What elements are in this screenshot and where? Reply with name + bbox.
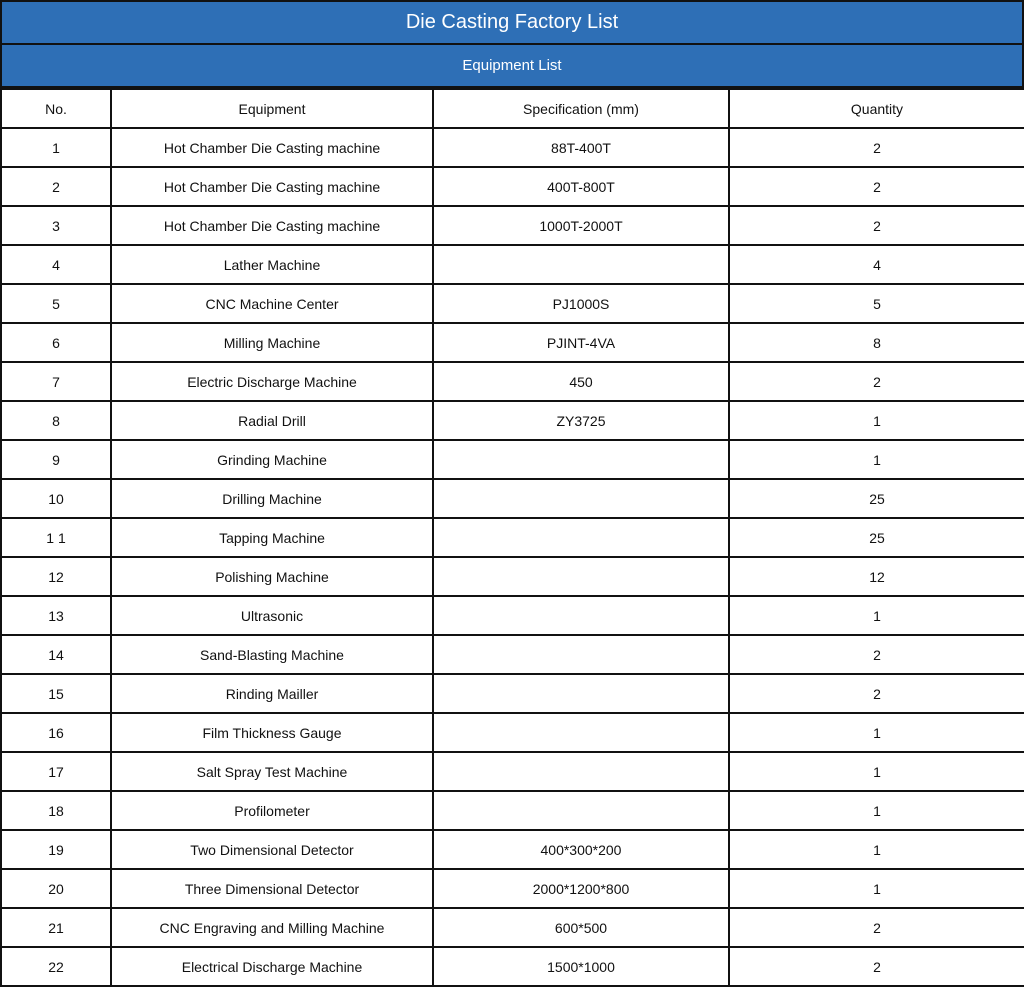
- cell-equipment: Film Thickness Gauge: [111, 713, 433, 752]
- column-header-no: No.: [1, 89, 111, 128]
- cell-quantity: 1: [729, 713, 1024, 752]
- cell-quantity: 8: [729, 323, 1024, 362]
- cell-quantity: 2: [729, 167, 1024, 206]
- cell-specification: [433, 245, 729, 284]
- table-row: [1, 674, 1024, 713]
- cell-specification: 450: [433, 362, 729, 401]
- cell-specification: 400*300*200: [433, 830, 729, 869]
- cell-no: 13: [1, 596, 111, 635]
- cell-quantity: 2: [729, 908, 1024, 947]
- cell-no: 20: [1, 869, 111, 908]
- cell-specification: [433, 635, 729, 674]
- cell-no: 7: [1, 362, 111, 401]
- table-row: [1, 635, 1024, 674]
- cell-quantity: 4: [729, 245, 1024, 284]
- cell-no: 16: [1, 713, 111, 752]
- table-row: [1, 479, 1024, 518]
- table-row: [1, 362, 1024, 401]
- table-row: [1, 557, 1024, 596]
- cell-quantity: 12: [729, 557, 1024, 596]
- cell-no: 4: [1, 245, 111, 284]
- cell-specification: [433, 713, 729, 752]
- table-row: [1, 947, 1024, 986]
- cell-equipment: Two Dimensional Detector: [111, 830, 433, 869]
- cell-equipment: Hot Chamber Die Casting machine: [111, 167, 433, 206]
- cell-quantity: 1: [729, 830, 1024, 869]
- table-header-row: [1, 89, 1024, 128]
- page-title: Die Casting Factory List: [0, 0, 1024, 45]
- cell-specification: PJINT-4VA: [433, 323, 729, 362]
- cell-equipment: Lather Machine: [111, 245, 433, 284]
- cell-equipment: Hot Chamber Die Casting machine: [111, 128, 433, 167]
- cell-quantity: 1: [729, 869, 1024, 908]
- column-header-quantity: Quantity: [729, 89, 1024, 128]
- cell-equipment: Radial Drill: [111, 401, 433, 440]
- cell-quantity: 1: [729, 791, 1024, 830]
- cell-quantity: 1: [729, 596, 1024, 635]
- cell-quantity: 2: [729, 947, 1024, 986]
- cell-no: 8: [1, 401, 111, 440]
- cell-specification: [433, 752, 729, 791]
- cell-no: 9: [1, 440, 111, 479]
- cell-equipment: Electric Discharge Machine: [111, 362, 433, 401]
- table-row: [1, 245, 1024, 284]
- cell-specification: ZY3725: [433, 401, 729, 440]
- cell-equipment: Rinding Mailler: [111, 674, 433, 713]
- cell-equipment: CNC Machine Center: [111, 284, 433, 323]
- table-row: [1, 713, 1024, 752]
- cell-no: 21: [1, 908, 111, 947]
- cell-quantity: 2: [729, 674, 1024, 713]
- table-subtitle: Equipment List: [0, 45, 1024, 88]
- cell-specification: [433, 518, 729, 557]
- table-row: [1, 752, 1024, 791]
- table-row: [1, 206, 1024, 245]
- cell-specification: [433, 791, 729, 830]
- cell-specification: [433, 674, 729, 713]
- table-row: [1, 323, 1024, 362]
- table-row: [1, 128, 1024, 167]
- cell-quantity: 1: [729, 401, 1024, 440]
- cell-equipment: Salt Spray Test Machine: [111, 752, 433, 791]
- column-header-specification: Specification (mm): [433, 89, 729, 128]
- cell-no: 14: [1, 635, 111, 674]
- table-row: [1, 167, 1024, 206]
- cell-specification: [433, 440, 729, 479]
- cell-equipment: Profilometer: [111, 791, 433, 830]
- cell-quantity: 2: [729, 206, 1024, 245]
- cell-equipment: Drilling Machine: [111, 479, 433, 518]
- cell-no: 19: [1, 830, 111, 869]
- cell-specification: PJ1000S: [433, 284, 729, 323]
- cell-quantity: 1: [729, 752, 1024, 791]
- cell-quantity: 2: [729, 362, 1024, 401]
- cell-quantity: 25: [729, 479, 1024, 518]
- cell-no: 22: [1, 947, 111, 986]
- cell-no: 17: [1, 752, 111, 791]
- cell-specification: 1000T-2000T: [433, 206, 729, 245]
- cell-quantity: 5: [729, 284, 1024, 323]
- cell-no: 12: [1, 557, 111, 596]
- table-row: [1, 830, 1024, 869]
- cell-specification: 400T-800T: [433, 167, 729, 206]
- cell-specification: [433, 596, 729, 635]
- table-row: [1, 284, 1024, 323]
- cell-no: 18: [1, 791, 111, 830]
- cell-no: 2: [1, 167, 111, 206]
- cell-no: 15: [1, 674, 111, 713]
- cell-specification: 1500*1000: [433, 947, 729, 986]
- cell-specification: 600*500: [433, 908, 729, 947]
- cell-quantity: 2: [729, 635, 1024, 674]
- cell-equipment: Three Dimensional Detector: [111, 869, 433, 908]
- cell-equipment: Tapping Machine: [111, 518, 433, 557]
- equipment-table: [0, 88, 1024, 987]
- cell-equipment: Polishing Machine: [111, 557, 433, 596]
- cell-equipment: Sand-Blasting Machine: [111, 635, 433, 674]
- cell-no: 1 1: [1, 518, 111, 557]
- cell-no: 5: [1, 284, 111, 323]
- cell-equipment: Electrical Discharge Machine: [111, 947, 433, 986]
- cell-no: 10: [1, 479, 111, 518]
- cell-equipment: Ultrasonic: [111, 596, 433, 635]
- cell-equipment: Milling Machine: [111, 323, 433, 362]
- cell-specification: [433, 479, 729, 518]
- cell-no: 1: [1, 128, 111, 167]
- cell-quantity: 25: [729, 518, 1024, 557]
- table-row: [1, 908, 1024, 947]
- table-row: [1, 401, 1024, 440]
- cell-no: 3: [1, 206, 111, 245]
- table-row: [1, 869, 1024, 908]
- cell-specification: 2000*1200*800: [433, 869, 729, 908]
- column-header-equipment: Equipment: [111, 89, 433, 128]
- cell-equipment: CNC Engraving and Milling Machine: [111, 908, 433, 947]
- table-row: [1, 440, 1024, 479]
- cell-quantity: 2: [729, 128, 1024, 167]
- cell-specification: 88T-400T: [433, 128, 729, 167]
- cell-quantity: 1: [729, 440, 1024, 479]
- table-row: [1, 791, 1024, 830]
- cell-specification: [433, 557, 729, 596]
- table-body: [1, 128, 1024, 986]
- table-row: [1, 596, 1024, 635]
- cell-equipment: Grinding Machine: [111, 440, 433, 479]
- table-row: [1, 518, 1024, 557]
- cell-no: 6: [1, 323, 111, 362]
- cell-equipment: Hot Chamber Die Casting machine: [111, 206, 433, 245]
